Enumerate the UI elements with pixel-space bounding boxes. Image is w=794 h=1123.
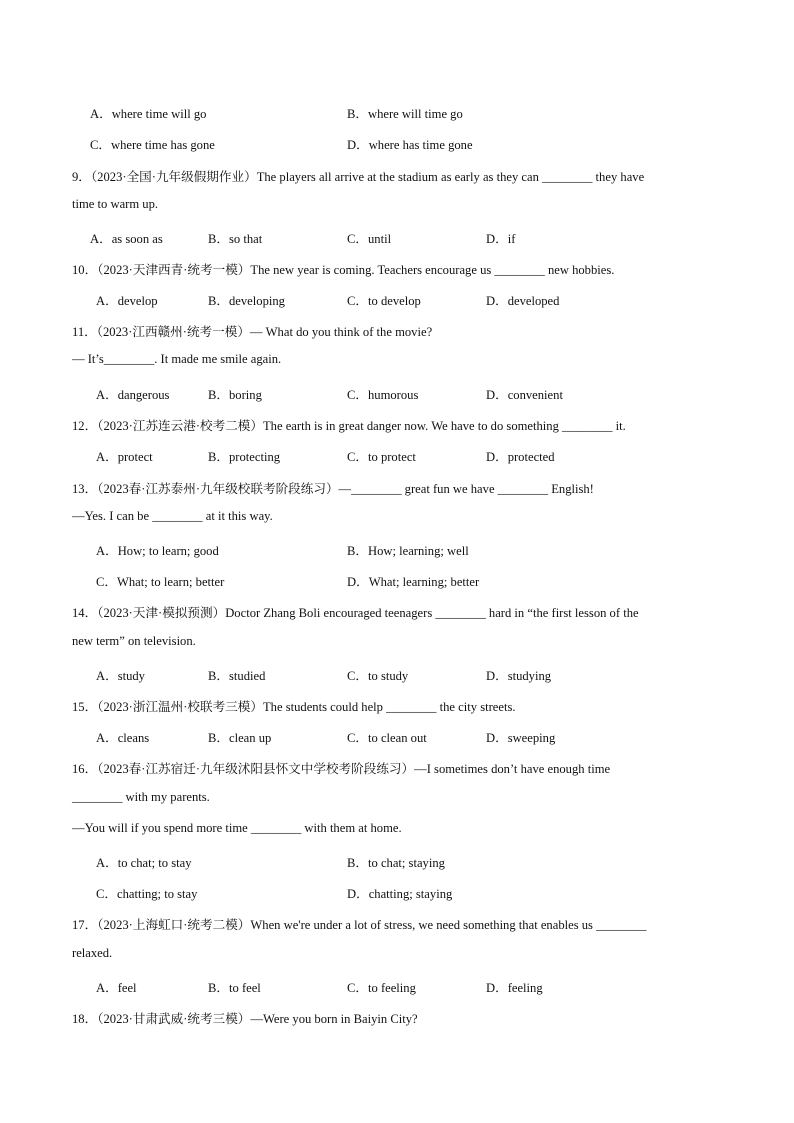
q8-option-d: D．where has time gone — [347, 138, 473, 152]
q14-option-a: A．study — [96, 669, 145, 683]
q9-option-c: C．until — [347, 232, 392, 246]
q15-option-b: B．clean up — [208, 731, 272, 745]
q14-stem-cont: new term” on television. — [72, 634, 196, 648]
q10-option-b: B．developing — [208, 294, 285, 308]
q17-option-c: C．to feeling — [347, 981, 416, 995]
q11-option-b: B．boring — [208, 388, 262, 402]
q16-stem: 16．（2023春·江苏宿迁·九年级沭阳县怀文中学校考阶段练习）—I sometimes don’t have enough time — [72, 762, 611, 776]
q9-option-b: B．so that — [208, 232, 263, 246]
q11-stem: 11．（2023·江西赣州·统考一模）— What do you think of the movie? — [72, 325, 433, 339]
q10-option-d: D．developed — [486, 294, 560, 308]
q8-option-b: B．where will time go — [347, 107, 463, 121]
q17-stem: 17．（2023·上海虹口·统考二模）When we're under a lot of stress, we need something that enables us ________ — [72, 918, 647, 932]
q9-option-d: D．if — [486, 232, 516, 246]
q12-option-d: D．protected — [486, 450, 555, 464]
q15-stem: 15．（2023·浙江温州·校联考三模）The students could help ________ the city streets. — [72, 700, 516, 714]
q9-stem-cont: time to warm up. — [72, 197, 159, 211]
q16-stem-cont-2: —You will if you spend more time ________ with them at home. — [72, 821, 402, 835]
q14-stem: 14．（2023·天津·模拟预测）Doctor Zhang Boli encouraged teenagers ________ hard in “the first lesson of the — [72, 606, 639, 620]
q11-option-d: D．convenient — [486, 388, 563, 402]
q8-option-a: A．where time will go — [90, 107, 207, 121]
q16-option-c: C．chatting; to stay — [96, 887, 198, 901]
q14-option-d: D．studying — [486, 669, 552, 683]
q14-option-b: B．studied — [208, 669, 266, 683]
q10-option-a: A．develop — [96, 294, 158, 308]
q18-stem: 18．（2023·甘肃武威·统考三模）—Were you born in Baiyin City? — [72, 1012, 418, 1026]
q17-option-d: D．feeling — [486, 981, 543, 995]
q10-stem: 10．（2023·天津西青·统考一模）The new year is coming. Teachers encourage us ________ new hobbies. — [72, 263, 615, 277]
q13-option-d: D．What; learning; better — [347, 575, 480, 589]
q14-option-c: C．to study — [347, 669, 409, 683]
q13-option-b: B．How; learning; well — [347, 544, 469, 558]
q11-stem-cont: — It’s________. It made me smile again. — [72, 352, 282, 366]
q10-option-c: C．to develop — [347, 294, 421, 308]
q13-option-a: A．How; to learn; good — [96, 544, 219, 558]
q12-option-c: C．to protect — [347, 450, 416, 464]
q11-option-a: A．dangerous — [96, 388, 170, 402]
q13-stem-cont: —Yes. I can be ________ at it this way. — [72, 509, 273, 523]
q12-stem: 12．（2023·江苏连云港·校考二模）The earth is in great danger now. We have to do something ________ it. — [72, 419, 626, 433]
q13-stem: 13．（2023春·江苏泰州·九年级校联考阶段练习）—________ great fun we have ________ English! — [72, 482, 594, 496]
q13-option-c: C．What; to learn; better — [96, 575, 225, 589]
q16-option-b: B．to chat; staying — [347, 856, 445, 870]
q17-option-a: A．feel — [96, 981, 137, 995]
q9-option-a: A．as soon as — [90, 232, 163, 246]
q8-option-c: C．where time has gone — [90, 138, 215, 152]
q12-option-b: B．protecting — [208, 450, 281, 464]
q11-option-c: C．humorous — [347, 388, 419, 402]
q17-option-b: B．to feel — [208, 981, 261, 995]
q17-stem-cont: relaxed. — [72, 946, 113, 960]
q9-stem: 9．（2023·全国·九年级假期作业）The players all arrive at the stadium as early as they can ________ they have — [72, 170, 645, 184]
q15-option-d: D．sweeping — [486, 731, 556, 745]
q16-stem-cont-1: ________ with my parents. — [72, 790, 210, 804]
q15-option-c: C．to clean out — [347, 731, 427, 745]
q12-option-a: A．protect — [96, 450, 153, 464]
q16-option-a: A．to chat; to stay — [96, 856, 192, 870]
q16-option-d: D．chatting; staying — [347, 887, 453, 901]
q15-option-a: A．cleans — [96, 731, 150, 745]
